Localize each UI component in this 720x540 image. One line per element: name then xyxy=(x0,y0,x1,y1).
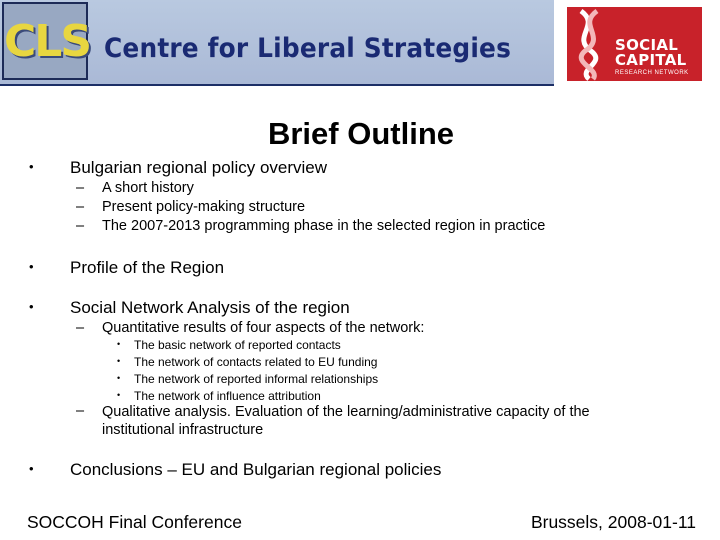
sub-sub-item-label: The network of contacts related to EU funding xyxy=(134,355,378,369)
cls-logo xyxy=(2,2,91,80)
sub-item-label: The 2007-2013 programming phase in the selected region in practice xyxy=(102,218,546,234)
sub-sub-item-label: The basic network of reported contacts xyxy=(134,338,341,352)
page-title: Brief Outline xyxy=(267,116,454,151)
bullet: • xyxy=(29,159,34,174)
sub-item-label: Qualitative analysis. Evaluation of the learning/administrative capacity of the institutional infrastructure xyxy=(102,404,590,438)
bullet: • xyxy=(29,461,34,476)
social-capital-logo xyxy=(567,7,702,81)
sub-sub-item-label: The network of influence attribution xyxy=(134,389,321,403)
sub-sub-item-label: The network of reported informal relationships xyxy=(134,372,379,386)
small-bullet: • xyxy=(117,339,121,349)
small-bullet: • xyxy=(117,390,121,400)
cls-logo-text: CLS xyxy=(4,16,91,67)
outline-item-label: Bulgarian regional policy overview xyxy=(70,158,328,177)
dash: – xyxy=(76,199,85,215)
footer-conference: SOCCOH Final Conference xyxy=(27,512,242,532)
bullet: • xyxy=(29,299,34,314)
dash: – xyxy=(76,180,85,196)
outline-item-label: Profile of the Region xyxy=(70,258,225,277)
partner-logo-line2: CAPITAL xyxy=(615,51,687,69)
outline-item-label: Conclusions – EU and Bulgarian regional policies xyxy=(70,460,442,479)
outline-item-label: Social Network Analysis of the region xyxy=(70,298,350,317)
header-banner xyxy=(0,0,554,86)
dash: – xyxy=(76,403,85,419)
dash: – xyxy=(76,218,85,234)
partner-logo-line1: SOCIAL xyxy=(615,36,679,54)
dash: – xyxy=(76,320,85,336)
org-name: Centre for Liberal Strategies xyxy=(104,33,512,64)
footer-date: Brussels, 2008-01-11 xyxy=(530,512,696,532)
small-bullet: • xyxy=(117,356,121,366)
sub-item-label: Quantitative results of four aspects of the network: xyxy=(102,320,425,336)
sub-item-label: Present policy-making structure xyxy=(102,199,306,215)
sub-item-label: A short history xyxy=(102,180,194,196)
partner-logo-line3: RESEARCH NETWORK xyxy=(615,70,689,76)
bullet: • xyxy=(29,259,34,274)
small-bullet: • xyxy=(117,373,121,383)
